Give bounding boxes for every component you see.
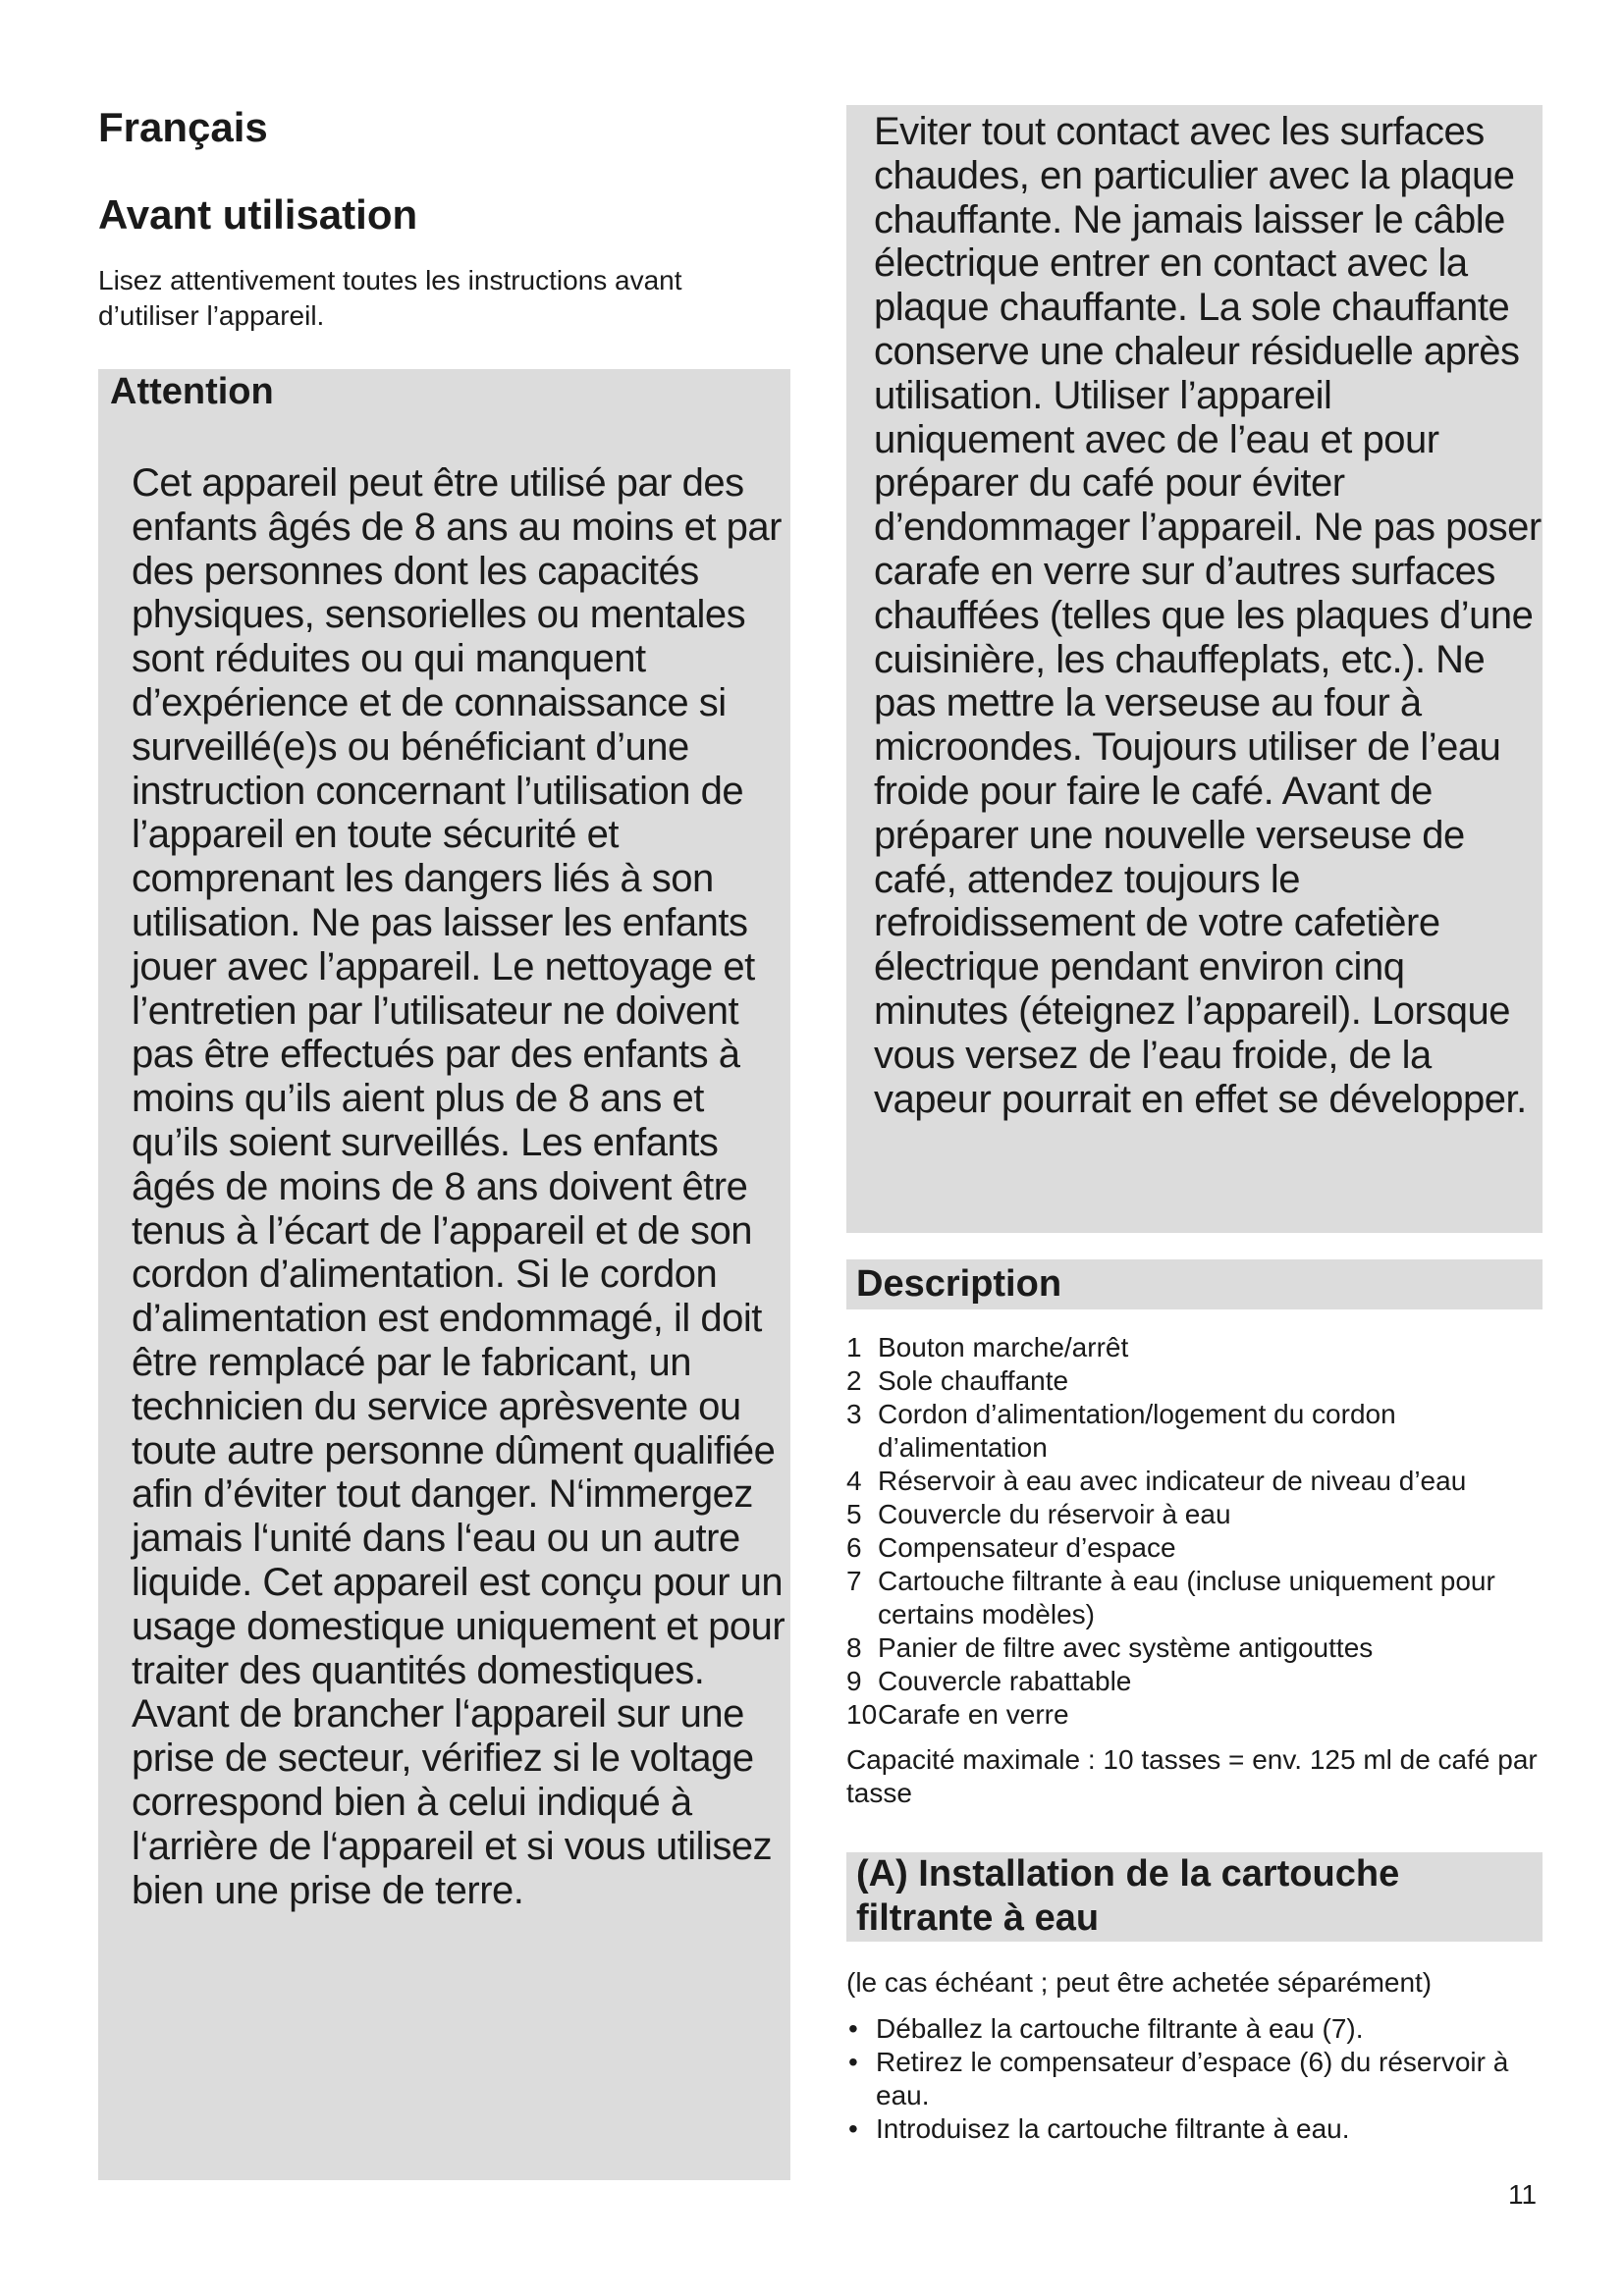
description-list: [846, 1331, 1553, 1732]
item-text: Couvercle du réservoir à eau: [878, 1499, 1231, 1529]
item-number: 3: [846, 1399, 862, 1429]
list-item: [846, 1565, 1553, 1631]
item-number: 1: [846, 1332, 862, 1362]
item-text: Carafe en verre: [878, 1699, 1069, 1730]
item-number: 10: [846, 1699, 878, 1730]
item-text: Sole chauffante: [878, 1365, 1069, 1396]
list-item: • Introduisez la cartouche filtrante à eau.: [846, 2112, 1553, 2146]
capacity-text: Capacité maximale : 10 tasses = env. 125 ml de café par tasse: [846, 1744, 1538, 1808]
item-number: 8: [846, 1632, 862, 1663]
intro-paragraph: Lisez attentivement toutes les instructions avant d’utiliser l’appareil.: [98, 265, 682, 331]
list-item: [846, 1465, 1553, 1498]
item-number: 9: [846, 1666, 862, 1696]
language-heading: Français: [98, 104, 268, 150]
item-text: Cartouche filtrante à eau (incluse uniquement pour certains modèles): [878, 1566, 1495, 1629]
list-item: [846, 1364, 1553, 1398]
warnings-text: Eviter tout contact avec les surfaces chaudes, en particulier avec la plaque chauffante. Ne jamais laisser le câble électrique entrer en contact avec la plaque chauffante. La sole chauffante conserve une chaleur résiduelle après utilisation. Utiliser l’appareil uniquement avec de l’eau et pour préparer du café pour éviter d’endommager l’appareil. Ne pas poser carafe en verre sur d’autres surfaces chauffées (telles que les plaques d’une cuisinière, les chauffeplats, etc.). Ne pas mettre la verseuse au four à microondes. Toujours utiliser de l’eau froide pour faire le café. Avant de préparer une nouvelle verseuse de café, attendez toujours le refroidissement de votre cafetière électrique pendant environ cinq minutes (éteignez l’appareil). Lorsque vous versez de l’eau froide, de la vapeur pourrait en effet se développer.: [874, 110, 1542, 1121]
attention-title: Attention: [110, 371, 274, 412]
installation-title: (A) Installation de la cartouche filtrante à eau: [856, 1853, 1400, 1939]
item-text: Réservoir à eau avec indicateur de niveau d’eau: [878, 1466, 1467, 1496]
list-item: [846, 1398, 1553, 1465]
section-heading: Avant utilisation: [98, 191, 418, 238]
list-item: [846, 1698, 1553, 1732]
installation-steps: [846, 2012, 1553, 2146]
list-item: [846, 1498, 1553, 1531]
item-number: 5: [846, 1499, 862, 1529]
item-number: 7: [846, 1566, 862, 1596]
item-text: Cordon d’alimentation/logement du cordon d’alimentation: [878, 1399, 1396, 1463]
item-text: Couvercle rabattable: [878, 1666, 1132, 1696]
list-item: [846, 1331, 1553, 1364]
item-text: Bouton marche/arrêt: [878, 1332, 1129, 1362]
page-number: 11: [1508, 2179, 1538, 2210]
description-title: Description: [856, 1263, 1062, 1305]
item-text: Panier de filtre avec système antigouttes: [878, 1632, 1374, 1663]
list-item: • Retirez le compensateur d’espace (6) du réservoir à eau.: [846, 2046, 1553, 2112]
list-item: [846, 1665, 1553, 1698]
list-item: • Déballez la cartouche filtrante à eau (7).: [846, 2012, 1553, 2046]
attention-text: Cet appareil peut être utilisé par des enfants âgés de 8 ans au moins et par des personnes dont les capacités physiques, sensorielles ou mentales sont réduites ou qui manquent d’expérience et de connaissance si surveillé(e)s ou bénéficiant d’une instruction concernant l’utilisation de l’appareil en toute sécurité et comprenant les dangers liés à son utilisation. Ne pas laisser les enfants jouer avec l’appareil. Le nettoyage et l’entretien par l’utilisateur ne doivent pas être effectués par des enfants à moins qu’ils aient plus de 8 ans et qu’ils soient surveillés. Les enfants âgés de moins de 8 ans doivent être tenus à l’écart de l’appareil et de son cordon d’alimentation. Si le cordon d’alimentation est endommagé, il doit être remplacé par le fabricant, un technicien du service aprèsvente ou toute autre personne dûment qualifiée afin d’éviter tout danger. N‘immergez jamais l‘unité dans l‘eau ou un autre liquide. Cet appareil est conçu pour un usage domestique uniquement et pour traiter des quantités domestiques. Avant de brancher l‘appareil sur une prise de secteur, vérifiez si le voltage correspond bien à celui indiqué à l‘arrière de l‘appareil et si vous utilisez bien une prise de terre.: [132, 461, 785, 1912]
list-item: [846, 1631, 1553, 1665]
item-number: 4: [846, 1466, 862, 1496]
installation-note: (le cas échéant ; peut être achetée séparément): [846, 1967, 1433, 1998]
item-text: Compensateur d’espace: [878, 1532, 1176, 1563]
item-number: 6: [846, 1532, 862, 1563]
item-number: 2: [846, 1365, 862, 1396]
list-item: [846, 1531, 1553, 1565]
